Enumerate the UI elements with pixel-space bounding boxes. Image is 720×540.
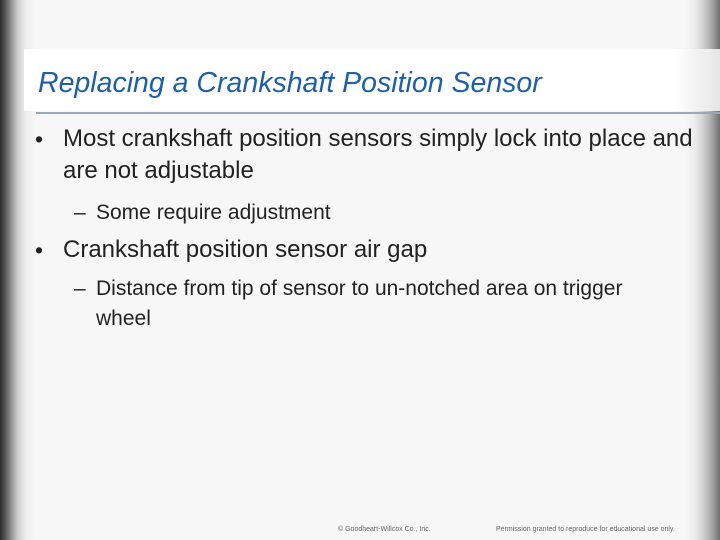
slide-title: Replacing a Crankshaft Position Sensor (38, 67, 542, 99)
sub-bullet-marker: – (74, 277, 86, 300)
bullet-text: Crankshaft position sensor air gap (63, 236, 428, 263)
footer-permission: Permission granted to reproduce for educational use only. (496, 526, 675, 533)
bullet-marker: • (35, 126, 44, 152)
bullet-marker: • (35, 237, 44, 263)
sub-bullet-text: Distance from tip of sensor to un-notched area on trigger wheel (96, 277, 623, 330)
sub-bullet-text: Some require adjustment (96, 201, 331, 224)
footer-copyright: © Goodheart-Willcox Co., Inc. (338, 526, 431, 533)
sub-bullet-marker: – (74, 201, 86, 224)
bullet-text: Most crankshaft position sensors simply lock into place and are not adjustable (63, 125, 693, 184)
